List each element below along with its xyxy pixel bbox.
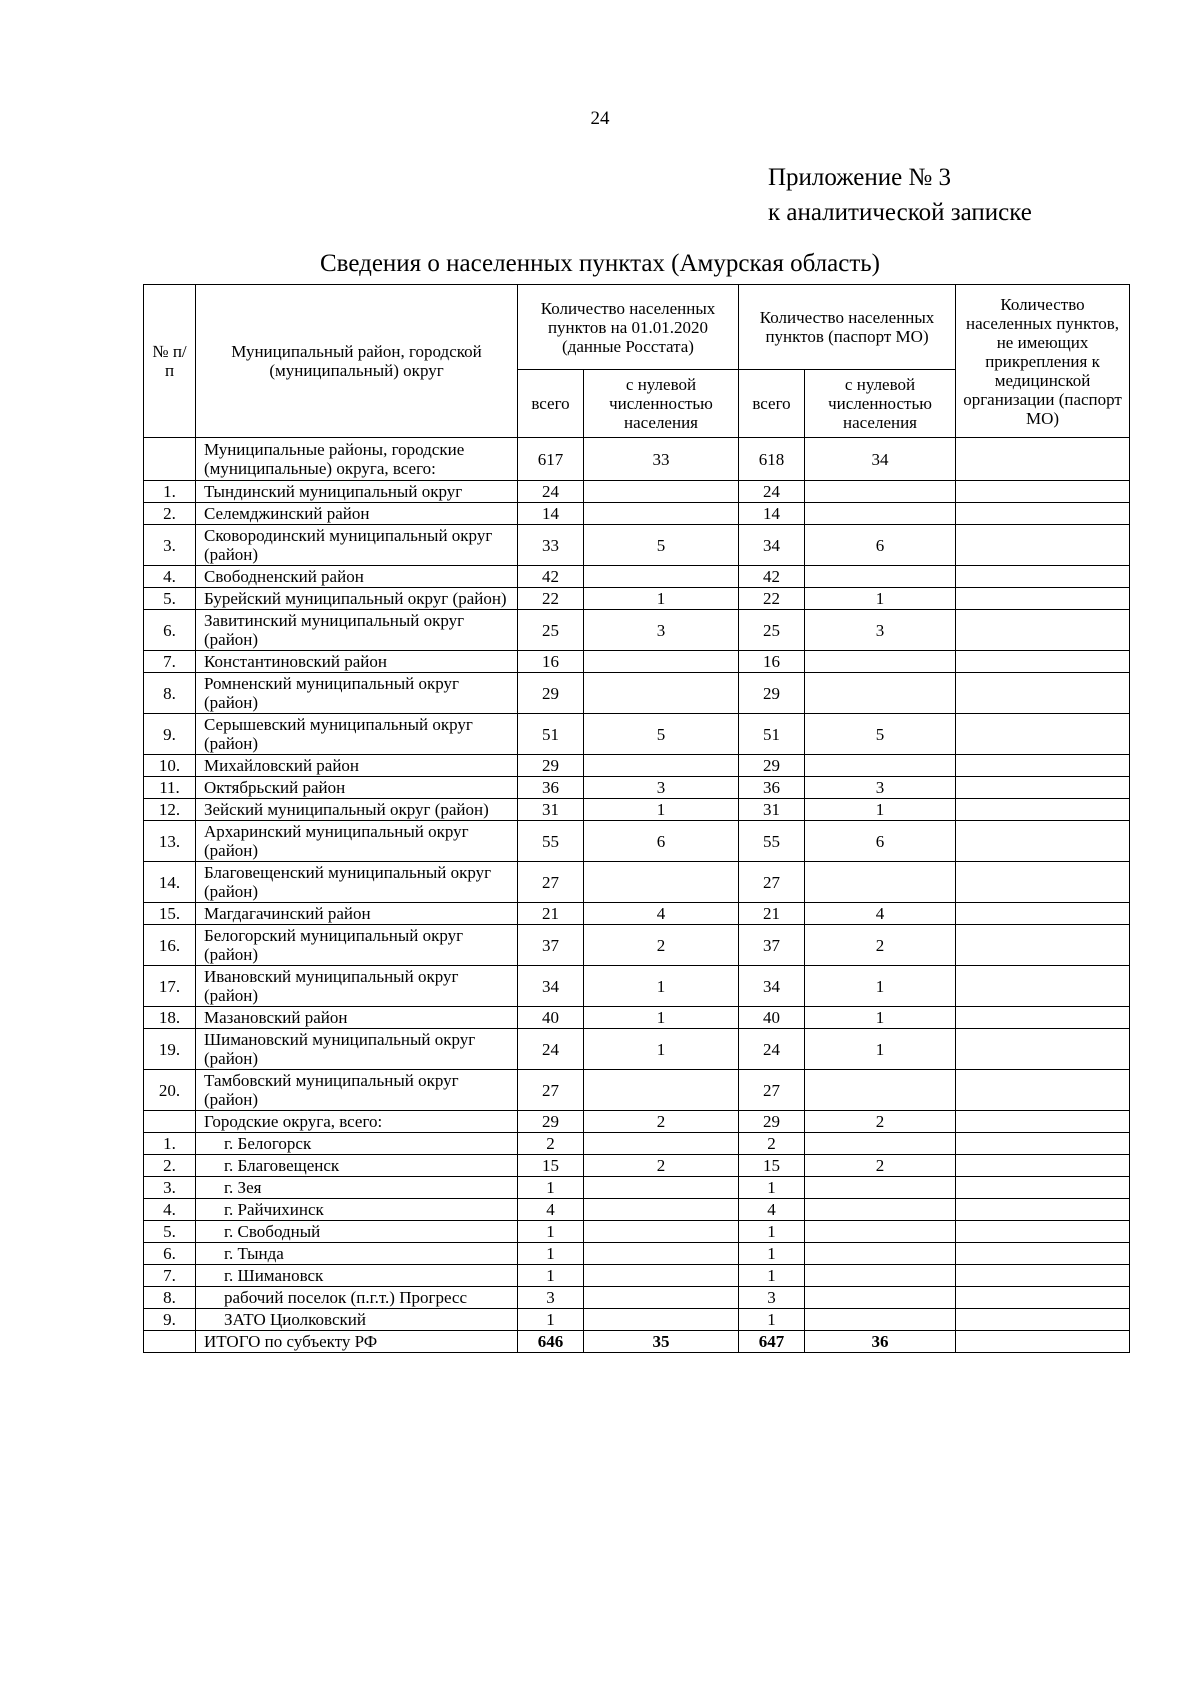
cell-passport-total: 24 (739, 1029, 805, 1070)
cell-passport-zero (805, 1177, 956, 1199)
cell-passport-zero (805, 1243, 956, 1265)
cell-rosstat-total: 22 (518, 588, 584, 610)
cell-num: 17. (144, 966, 196, 1007)
cell-no-attachment (956, 1133, 1130, 1155)
cell-rosstat-total: 1 (518, 1221, 584, 1243)
cell-rosstat-total: 31 (518, 799, 584, 821)
table-row (144, 673, 1130, 714)
cell-num: 18. (144, 1007, 196, 1029)
cell-num (144, 1331, 196, 1353)
table-row (144, 925, 1130, 966)
cell-num: 2. (144, 503, 196, 525)
cell-rosstat-zero (584, 1177, 739, 1199)
cell-passport-total: 51 (739, 714, 805, 755)
cell-passport-zero: 6 (805, 525, 956, 566)
cell-name: Бурейский муниципальный округ (район) (196, 588, 518, 610)
cell-passport-total: 2 (739, 1133, 805, 1155)
cell-no-attachment (956, 777, 1130, 799)
table-row (144, 1309, 1130, 1331)
cell-name: Ромненский муниципальный округ (район) (196, 673, 518, 714)
header-rosstat-zero: с нулевой численностью населения (584, 370, 739, 438)
cell-passport-zero: 2 (805, 1111, 956, 1133)
table-row (144, 1265, 1130, 1287)
table-row (144, 799, 1130, 821)
cell-passport-total: 1 (739, 1221, 805, 1243)
cell-passport-zero: 2 (805, 925, 956, 966)
cell-rosstat-total: 36 (518, 777, 584, 799)
cell-no-attachment (956, 1199, 1130, 1221)
cell-rosstat-zero: 5 (584, 525, 739, 566)
cell-rosstat-total: 617 (518, 438, 584, 481)
table-row (144, 714, 1130, 755)
cell-no-attachment (956, 1287, 1130, 1309)
cell-rosstat-total: 1 (518, 1243, 584, 1265)
cell-name: г. Зея (196, 1177, 518, 1199)
cell-rosstat-total: 29 (518, 673, 584, 714)
cell-passport-total: 40 (739, 1007, 805, 1029)
cell-rosstat-total: 14 (518, 503, 584, 525)
cell-rosstat-zero: 2 (584, 1111, 739, 1133)
cell-passport-total: 36 (739, 777, 805, 799)
cell-name: Серышевский муниципальный округ (район) (196, 714, 518, 755)
cell-name: Шимановский муниципальный округ (район) (196, 1029, 518, 1070)
cell-rosstat-zero (584, 1287, 739, 1309)
cell-num: 14. (144, 862, 196, 903)
districts-body (144, 481, 1130, 1111)
cell-no-attachment (956, 1111, 1130, 1133)
cell-rosstat-total: 27 (518, 1070, 584, 1111)
cell-no-attachment (956, 1177, 1130, 1199)
cell-passport-zero (805, 651, 956, 673)
cell-passport-zero (805, 1133, 956, 1155)
cell-name: рабочий поселок (п.г.т.) Прогресс (196, 1287, 518, 1309)
cell-passport-total: 1 (739, 1309, 805, 1331)
cell-name: г. Благовещенск (196, 1155, 518, 1177)
cell-passport-zero: 1 (805, 1029, 956, 1070)
cell-passport-total: 21 (739, 903, 805, 925)
cities-total-row (144, 1111, 1130, 1133)
appendix-note (768, 160, 1032, 230)
cell-passport-zero: 3 (805, 777, 956, 799)
cell-num: 15. (144, 903, 196, 925)
cell-num (144, 438, 196, 481)
cell-no-attachment (956, 673, 1130, 714)
cell-no-attachment (956, 481, 1130, 503)
cell-rosstat-total: 1 (518, 1265, 584, 1287)
cell-rosstat-zero: 6 (584, 821, 739, 862)
cell-passport-zero: 2 (805, 1155, 956, 1177)
cell-passport-zero: 1 (805, 588, 956, 610)
cell-rosstat-total: 40 (518, 1007, 584, 1029)
cell-passport-total: 34 (739, 525, 805, 566)
grand-total-row (144, 1331, 1130, 1353)
cell-num: 4. (144, 566, 196, 588)
cell-rosstat-zero (584, 1265, 739, 1287)
cell-passport-zero (805, 673, 956, 714)
cell-name: Магдагачинский район (196, 903, 518, 925)
cell-no-attachment (956, 651, 1130, 673)
cell-name: Сковородинский муниципальный округ (район) (196, 525, 518, 566)
cell-rosstat-total: 25 (518, 610, 584, 651)
cell-passport-total: 27 (739, 862, 805, 903)
cell-no-attachment (956, 799, 1130, 821)
cell-rosstat-total: 1 (518, 1309, 584, 1331)
cell-no-attachment (956, 862, 1130, 903)
cell-no-attachment (956, 610, 1130, 651)
cell-rosstat-total: 3 (518, 1287, 584, 1309)
cell-passport-total: 31 (739, 799, 805, 821)
cell-passport-total: 4 (739, 1199, 805, 1221)
cell-passport-total: 647 (739, 1331, 805, 1353)
table-row (144, 777, 1130, 799)
cell-name: ИТОГО по субъекту РФ (196, 1331, 518, 1353)
table-row (144, 566, 1130, 588)
table-row (144, 903, 1130, 925)
cell-num: 12. (144, 799, 196, 821)
cell-name: Тамбовский муниципальный округ (район) (196, 1070, 518, 1111)
cell-num: 1. (144, 481, 196, 503)
cell-rosstat-zero (584, 566, 739, 588)
cell-no-attachment (956, 566, 1130, 588)
cell-num: 11. (144, 777, 196, 799)
table-row (144, 481, 1130, 503)
cell-rosstat-zero (584, 1221, 739, 1243)
cell-passport-total: 24 (739, 481, 805, 503)
cell-no-attachment (956, 1155, 1130, 1177)
cell-rosstat-total: 1 (518, 1177, 584, 1199)
header-passport: Количество населенных пунктов (паспорт МО) (739, 285, 956, 370)
cell-no-attachment (956, 714, 1130, 755)
cell-name: г. Тында (196, 1243, 518, 1265)
cell-passport-zero: 1 (805, 799, 956, 821)
cell-passport-total: 34 (739, 966, 805, 1007)
cell-rosstat-zero: 3 (584, 777, 739, 799)
cell-passport-zero: 3 (805, 610, 956, 651)
table-title: Сведения о населенных пунктах (Амурская область) (320, 250, 880, 277)
cell-passport-zero (805, 1070, 956, 1111)
header-no-attachment: Количество населенных пунктов, не имеющих прикрепления к медицинской организации (паспорт МО) (956, 285, 1130, 438)
cell-passport-zero: 6 (805, 821, 956, 862)
cell-no-attachment (956, 525, 1130, 566)
cell-rosstat-zero: 1 (584, 588, 739, 610)
cell-name: Благовещенский муниципальный округ (район) (196, 862, 518, 903)
cell-passport-total: 29 (739, 755, 805, 777)
table-row (144, 1007, 1130, 1029)
cell-rosstat-total: 34 (518, 966, 584, 1007)
cell-rosstat-total: 42 (518, 566, 584, 588)
cell-rosstat-total: 24 (518, 481, 584, 503)
cell-name: Белогорский муниципальный округ (район) (196, 925, 518, 966)
cell-no-attachment (956, 503, 1130, 525)
cell-rosstat-total: 27 (518, 862, 584, 903)
header-passport-total: всего (739, 370, 805, 438)
cell-rosstat-zero (584, 1243, 739, 1265)
table-row (144, 1243, 1130, 1265)
cell-passport-zero: 34 (805, 438, 956, 481)
cell-name: Тындинский муниципальный округ (196, 481, 518, 503)
cell-rosstat-zero: 2 (584, 1155, 739, 1177)
table-row (144, 588, 1130, 610)
cell-rosstat-zero: 1 (584, 1029, 739, 1070)
cell-num: 13. (144, 821, 196, 862)
cell-name: Михайловский район (196, 755, 518, 777)
cell-passport-total: 14 (739, 503, 805, 525)
cell-no-attachment (956, 438, 1130, 481)
appendix-line-2: к аналитической записке (768, 199, 1032, 226)
cell-passport-zero: 36 (805, 1331, 956, 1353)
cell-no-attachment (956, 903, 1130, 925)
table-row (144, 503, 1130, 525)
cell-passport-total: 1 (739, 1243, 805, 1265)
cell-passport-zero: 5 (805, 714, 956, 755)
cell-name: Октябрьский район (196, 777, 518, 799)
cell-no-attachment (956, 1007, 1130, 1029)
cell-name: г. Шимановск (196, 1265, 518, 1287)
cell-no-attachment (956, 1221, 1130, 1243)
table-row (144, 1070, 1130, 1111)
cell-name: Завитинский муниципальный округ (район) (196, 610, 518, 651)
cell-rosstat-zero: 33 (584, 438, 739, 481)
cell-passport-zero (805, 503, 956, 525)
table-row (144, 1287, 1130, 1309)
cell-rosstat-zero: 3 (584, 610, 739, 651)
cell-num: 8. (144, 673, 196, 714)
table-row (144, 862, 1130, 903)
cell-num: 6. (144, 610, 196, 651)
table-row (144, 1029, 1130, 1070)
cell-num: 19. (144, 1029, 196, 1070)
cell-num: 10. (144, 755, 196, 777)
cell-passport-zero (805, 481, 956, 503)
cell-no-attachment (956, 1243, 1130, 1265)
cell-passport-total: 55 (739, 821, 805, 862)
cell-rosstat-total: 51 (518, 714, 584, 755)
header-name: Муниципальный район, городской (муниципальный) округ (196, 285, 518, 438)
cell-num: 4. (144, 1199, 196, 1221)
cell-name: г. Свободный (196, 1221, 518, 1243)
cell-passport-zero (805, 1309, 956, 1331)
cell-name: Городские округа, всего: (196, 1111, 518, 1133)
cell-no-attachment (956, 1309, 1130, 1331)
table-row (144, 1155, 1130, 1177)
cell-num: 16. (144, 925, 196, 966)
cell-num: 9. (144, 714, 196, 755)
cell-passport-zero (805, 862, 956, 903)
cell-name: г. Белогорск (196, 1133, 518, 1155)
cell-num: 7. (144, 1265, 196, 1287)
cell-name: Муниципальные районы, городские (муниципальные) округа, всего: (196, 438, 518, 481)
cell-no-attachment (956, 588, 1130, 610)
cell-num: 7. (144, 651, 196, 673)
cell-num: 6. (144, 1243, 196, 1265)
cell-num: 3. (144, 1177, 196, 1199)
table-row (144, 1133, 1130, 1155)
cell-rosstat-total: 646 (518, 1331, 584, 1353)
header-rosstat-total: всего (518, 370, 584, 438)
cell-passport-zero: 1 (805, 1007, 956, 1029)
cell-rosstat-zero (584, 1199, 739, 1221)
settlements-table (143, 284, 1130, 1353)
cell-no-attachment (956, 1331, 1130, 1353)
cell-rosstat-total: 4 (518, 1199, 584, 1221)
cell-rosstat-total: 37 (518, 925, 584, 966)
header-num: № п/п (144, 285, 196, 438)
cell-rosstat-zero: 1 (584, 966, 739, 1007)
cell-no-attachment (956, 925, 1130, 966)
cell-passport-zero (805, 1221, 956, 1243)
cell-passport-zero (805, 1199, 956, 1221)
cell-rosstat-zero (584, 1309, 739, 1331)
appendix-line-1: Приложение № 3 (768, 164, 952, 191)
cell-rosstat-total: 15 (518, 1155, 584, 1177)
cell-passport-total: 25 (739, 610, 805, 651)
cell-num: 3. (144, 525, 196, 566)
cell-passport-zero: 4 (805, 903, 956, 925)
table-row (144, 821, 1130, 862)
cell-num: 2. (144, 1155, 196, 1177)
cell-num: 9. (144, 1309, 196, 1331)
table-row (144, 525, 1130, 566)
cell-passport-total: 29 (739, 1111, 805, 1133)
cell-passport-total: 29 (739, 673, 805, 714)
cell-rosstat-total: 29 (518, 755, 584, 777)
cell-no-attachment (956, 755, 1130, 777)
cell-name: ЗАТО Циолковский (196, 1309, 518, 1331)
cell-rosstat-zero (584, 862, 739, 903)
cell-rosstat-zero (584, 481, 739, 503)
cell-passport-total: 27 (739, 1070, 805, 1111)
cell-name: Ивановский муниципальный округ (район) (196, 966, 518, 1007)
cell-rosstat-total: 24 (518, 1029, 584, 1070)
cell-rosstat-zero: 1 (584, 1007, 739, 1029)
table-row (144, 1177, 1130, 1199)
cell-rosstat-zero (584, 1133, 739, 1155)
cell-rosstat-zero (584, 755, 739, 777)
cell-name: Свободненский район (196, 566, 518, 588)
cell-passport-total: 1 (739, 1177, 805, 1199)
cell-no-attachment (956, 1029, 1130, 1070)
header-rosstat: Количество населенных пунктов на 01.01.2020 (данные Росстата) (518, 285, 739, 370)
cell-passport-total: 3 (739, 1287, 805, 1309)
cell-passport-total: 22 (739, 588, 805, 610)
cell-rosstat-total: 2 (518, 1133, 584, 1155)
cell-passport-total: 15 (739, 1155, 805, 1177)
cell-num: 8. (144, 1287, 196, 1309)
cell-num (144, 1111, 196, 1133)
cell-passport-zero (805, 566, 956, 588)
cell-name: Константиновский район (196, 651, 518, 673)
cell-num: 5. (144, 1221, 196, 1243)
table-row (144, 1221, 1130, 1243)
cell-no-attachment (956, 1070, 1130, 1111)
cell-rosstat-total: 29 (518, 1111, 584, 1133)
cell-name: Мазановский район (196, 1007, 518, 1029)
cell-rosstat-zero: 4 (584, 903, 739, 925)
cell-rosstat-total: 33 (518, 525, 584, 566)
cell-no-attachment (956, 821, 1130, 862)
cell-rosstat-zero (584, 673, 739, 714)
cell-rosstat-zero (584, 651, 739, 673)
cell-passport-zero (805, 755, 956, 777)
table-row (144, 755, 1130, 777)
cell-rosstat-total: 21 (518, 903, 584, 925)
cell-rosstat-zero: 35 (584, 1331, 739, 1353)
cell-passport-zero (805, 1265, 956, 1287)
cell-passport-total: 618 (739, 438, 805, 481)
cities-body (144, 1133, 1130, 1331)
cell-rosstat-zero: 1 (584, 799, 739, 821)
cell-passport-total: 16 (739, 651, 805, 673)
cell-name: Селемджинский район (196, 503, 518, 525)
table-row (144, 966, 1130, 1007)
cell-name: Архаринский муниципальный округ (район) (196, 821, 518, 862)
header-passport-zero: с нулевой численностью населения (805, 370, 956, 438)
cell-num: 20. (144, 1070, 196, 1111)
cell-rosstat-zero: 5 (584, 714, 739, 755)
cell-no-attachment (956, 966, 1130, 1007)
cell-rosstat-zero (584, 1070, 739, 1111)
cell-passport-zero: 1 (805, 966, 956, 1007)
districts-total-row (144, 438, 1130, 481)
table-row (144, 651, 1130, 673)
cell-passport-total: 42 (739, 566, 805, 588)
cell-rosstat-total: 16 (518, 651, 584, 673)
cell-passport-zero (805, 1287, 956, 1309)
table-row (144, 1199, 1130, 1221)
cell-name: г. Райчихинск (196, 1199, 518, 1221)
cell-passport-total: 1 (739, 1265, 805, 1287)
cell-no-attachment (956, 1265, 1130, 1287)
cell-num: 5. (144, 588, 196, 610)
cell-passport-total: 37 (739, 925, 805, 966)
cell-num: 1. (144, 1133, 196, 1155)
cell-name: Зейский муниципальный округ (район) (196, 799, 518, 821)
cell-rosstat-total: 55 (518, 821, 584, 862)
page-number: 24 (590, 108, 610, 129)
header-row-1 (144, 285, 1130, 370)
cell-rosstat-zero (584, 503, 739, 525)
table-row (144, 610, 1130, 651)
cell-rosstat-zero: 2 (584, 925, 739, 966)
